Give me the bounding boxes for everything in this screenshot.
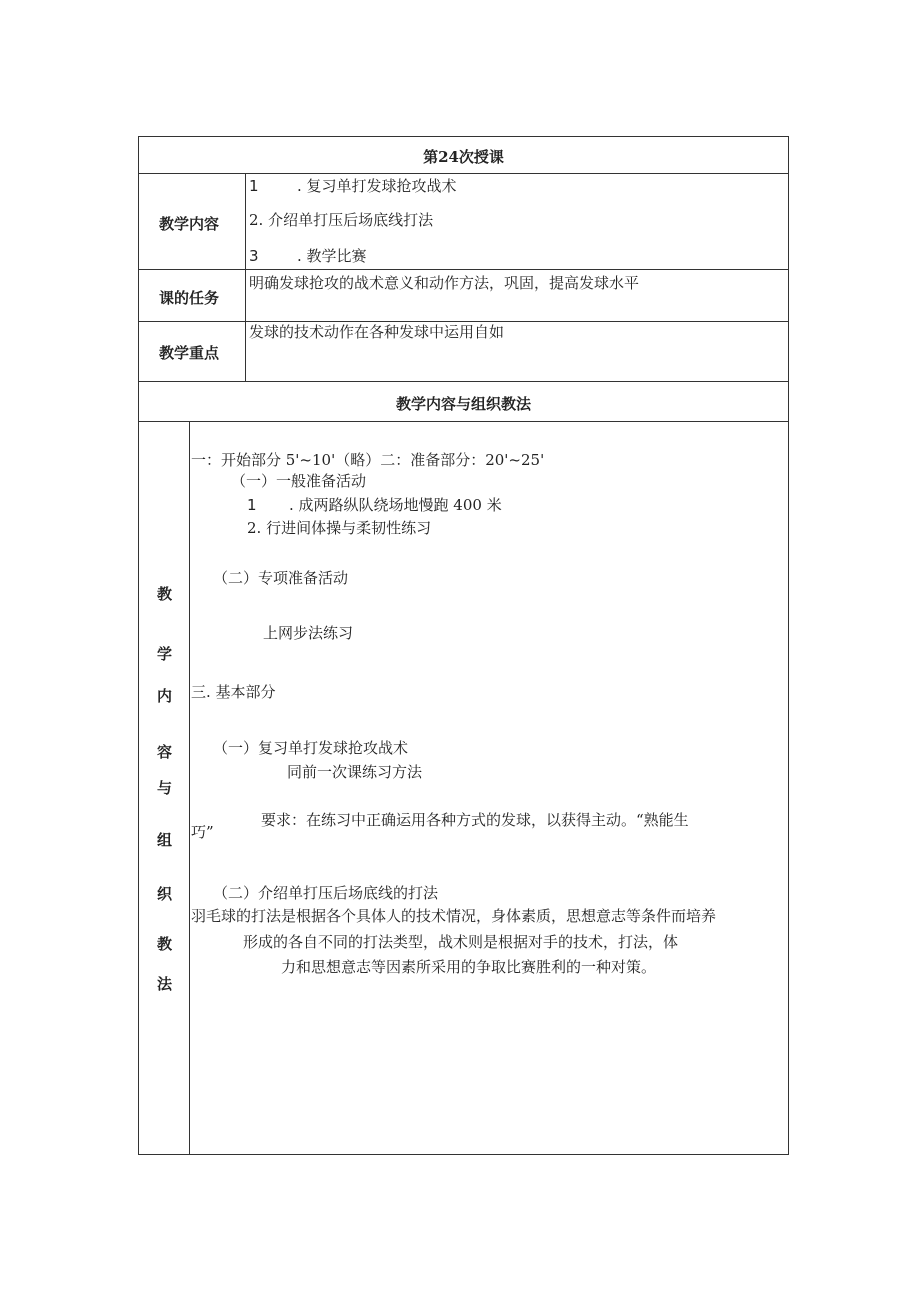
- row-divider: [139, 173, 788, 174]
- content-label: 教学内容: [159, 215, 220, 233]
- side-label-char: 与: [157, 779, 173, 797]
- content-item-1-number: 1: [249, 177, 259, 195]
- side-label-char: 组: [157, 831, 173, 849]
- focus-text: 发球的技术动作在各种发球中运用自如: [249, 323, 505, 341]
- column-divider: [189, 421, 190, 1155]
- special-prep-heading: （二）专项准备活动: [213, 569, 349, 587]
- style-paragraph-line-2: 形成的各自不同的打法类型，战术则是根据对手的技术，打法，体: [243, 933, 679, 951]
- row-divider: [139, 381, 788, 382]
- requirement-text-end: 巧”: [191, 823, 214, 841]
- basic-part-heading: 三. 基本部分: [191, 683, 276, 701]
- side-label-char: 教: [157, 935, 173, 953]
- review-tactic-heading: （一）复习单打发球抢攻战术: [213, 739, 409, 757]
- intro-style-heading: （二）介绍单打压后场底线的打法: [213, 884, 439, 902]
- content-item-1: . 复习单打发球抢攻战术: [297, 177, 457, 195]
- general-prep-heading: （一）一般准备活动: [231, 472, 367, 490]
- stretch-item: 2. 行进间体操与柔韧性练习: [247, 519, 432, 537]
- content-item-3-number: 3: [249, 247, 259, 265]
- side-label-char: 内: [157, 687, 173, 705]
- content-item-3: . 教学比赛: [297, 247, 367, 265]
- side-label-char: 织: [157, 885, 173, 903]
- row-divider: [139, 269, 788, 270]
- lesson-table: [138, 136, 789, 1155]
- focus-label: 教学重点: [159, 344, 220, 362]
- side-label-char: 法: [157, 975, 173, 993]
- style-paragraph-line-1: 羽毛球的打法是根据各个具体人的技术情况，身体素质，思想意志等条件而培养: [191, 907, 717, 925]
- run-item: . 成两路纵队绕场地慢跑 400 米: [289, 496, 502, 514]
- side-label-char: 容: [157, 743, 173, 761]
- same-method-text: 同前一次课练习方法: [287, 763, 423, 781]
- lesson-title: 第24次授课: [423, 148, 504, 166]
- side-label-char: 教: [157, 585, 173, 603]
- style-paragraph-line-3: 力和思想意志等因素所采用的争取比赛胜利的一种对策。: [281, 958, 657, 976]
- footwork-item: 上网步法练习: [263, 624, 354, 642]
- task-text: 明确发球抢攻的战术意义和动作方法，巩固，提高发球水平: [249, 274, 640, 292]
- row-divider: [139, 321, 788, 322]
- task-label: 课的任务: [159, 289, 220, 307]
- side-label-char: 学: [157, 645, 173, 663]
- section-header: 教学内容与组织教法: [395, 395, 531, 413]
- row-divider: [139, 421, 788, 422]
- requirement-text: 要求：在练习中正确运用各种方式的发球，以获得主动。“熟能生: [261, 811, 689, 829]
- opening-and-prep-line: 一：开始部分 5'~10'（略）二：准备部分：20'~25': [191, 451, 545, 469]
- run-item-number: 1: [247, 496, 257, 514]
- content-item-2: 2. 介绍单打压后场底线打法: [249, 211, 434, 229]
- column-divider: [245, 173, 246, 381]
